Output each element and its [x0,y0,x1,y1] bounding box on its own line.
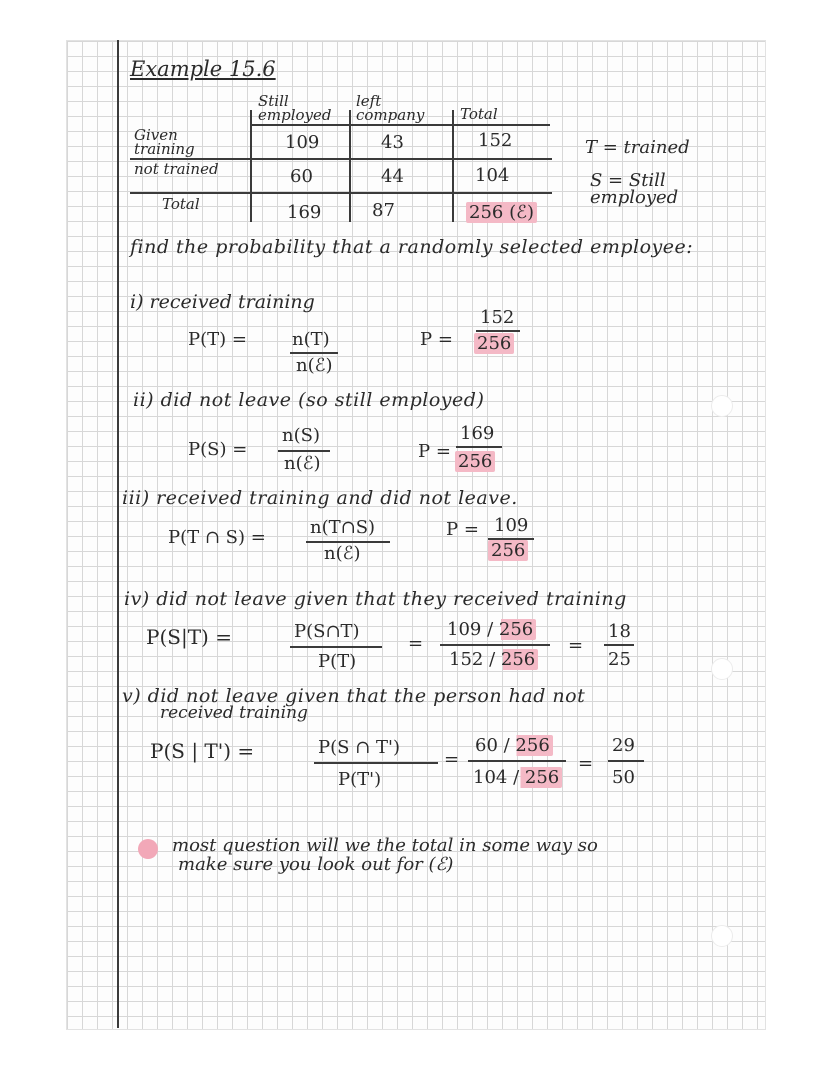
cell-value: 44 [381,166,404,187]
key-trained: T = trained [585,137,690,158]
part-iii-p-label: P = [446,519,479,540]
part-i-formula-den: n(ℰ) [296,355,333,376]
equals-sign: = [408,633,424,654]
part-iv-f3-den: 25 [608,649,631,670]
part-v-lhs: P(S | T') = [150,739,255,763]
part-i-p-den: 256 [474,333,514,354]
part-iv-f1-num: P(S∩T) [294,621,360,642]
part-i-p-num: 152 [480,307,515,328]
fraction-bar [278,450,330,452]
cell-value: 87 [372,200,395,221]
part-ii-formula-den: n(ℰ) [284,453,321,474]
part-iii-lhs: P(T ∩ S) = [168,527,266,548]
fraction-bar [476,330,520,332]
note-line-2: make sure you look out for (ℰ) [178,854,454,875]
part-ii-lhs: P(S) = [188,439,248,460]
key-still-employed: S = Still employed [590,170,679,209]
punch-hole [711,658,733,680]
cell-value-grand-total: 256 (ℰ) [466,202,537,223]
part-iii-formula-num: n(T∩S) [310,517,376,538]
part-iv-f1-den: P(T) [318,651,357,672]
col-header-left: left company [356,92,425,125]
fraction-bar [290,646,382,648]
equals-sign: = [444,749,460,770]
cell-value: 152 [478,130,513,151]
question-text: find the probability that a randomly selected employee: [130,236,694,258]
fraction-bar [468,760,566,762]
col-header-total: Total [460,105,498,123]
fraction-bar [290,352,338,354]
part-iv-f3-num: 18 [608,621,631,642]
part-i-heading: i) received training [130,291,315,313]
part-v-heading-1: v) did not leave given that the person had not [122,685,586,707]
part-ii-p-den: 256 [455,451,495,472]
part-v-f1-den: P(T') [338,769,382,790]
fraction-bar [604,644,634,646]
part-v-f2-den: 104 / 256 [470,767,562,788]
part-v-heading-2: received training [160,703,308,723]
equals-sign: = [578,753,594,774]
table-rule [250,110,252,222]
part-ii-p-num: 169 [460,423,495,444]
punch-hole [711,925,733,947]
equals-sign: = [568,635,584,656]
part-iii-formula-den: n(ℰ) [324,543,361,564]
cell-value: 169 [287,202,322,223]
table-rule [130,192,552,194]
part-ii-p-label: P = [418,441,451,462]
example-title: Example 15.6 [130,57,276,81]
part-iii-heading: iii) received training and did not leave. [122,487,518,509]
margin-line [117,40,119,1028]
part-v-f2-num: 60 / 256 [472,735,553,756]
part-iv-lhs: P(S|T) = [146,625,232,649]
table-rule [349,110,351,222]
fraction-bar [608,760,644,762]
pink-bullet-icon [138,839,158,859]
table-rule [250,124,550,126]
part-i-p-label: P = [420,329,453,350]
fraction-bar [456,446,502,448]
part-i-formula-num: n(T) [292,329,330,350]
row-label-not-trained: not trained [134,160,219,178]
row-label-total: Total [162,195,200,213]
part-i-lhs: P(T) = [188,329,247,350]
cell-value: 104 [475,165,510,186]
punch-hole [711,395,733,417]
part-iv-heading: iv) did not leave given that they received training [124,588,627,610]
table-rule [452,110,454,222]
part-iii-p-den: 256 [488,540,528,561]
note-line-1: most question will we the total in some way so [172,835,598,856]
cell-value: 109 [285,132,320,153]
part-iv-f2-num: 109 / 256 [444,619,536,640]
part-v-f3-num: 29 [612,735,635,756]
part-iv-f2-den: 152 / 256 [446,649,538,670]
cell-value: 60 [290,166,313,187]
part-v-f3-den: 50 [612,767,635,788]
row-label-trained: Given training [134,126,195,159]
fraction-bar [314,762,438,764]
part-ii-heading: ii) did not leave (so still employed) [133,389,485,411]
part-ii-formula-num: n(S) [282,425,320,446]
part-iii-p-num: 109 [494,515,529,536]
fraction-bar [440,644,550,646]
col-header-still: Still employed [258,92,332,125]
cell-value: 43 [381,132,404,153]
part-v-f1-num: P(S ∩ T') [318,737,400,758]
